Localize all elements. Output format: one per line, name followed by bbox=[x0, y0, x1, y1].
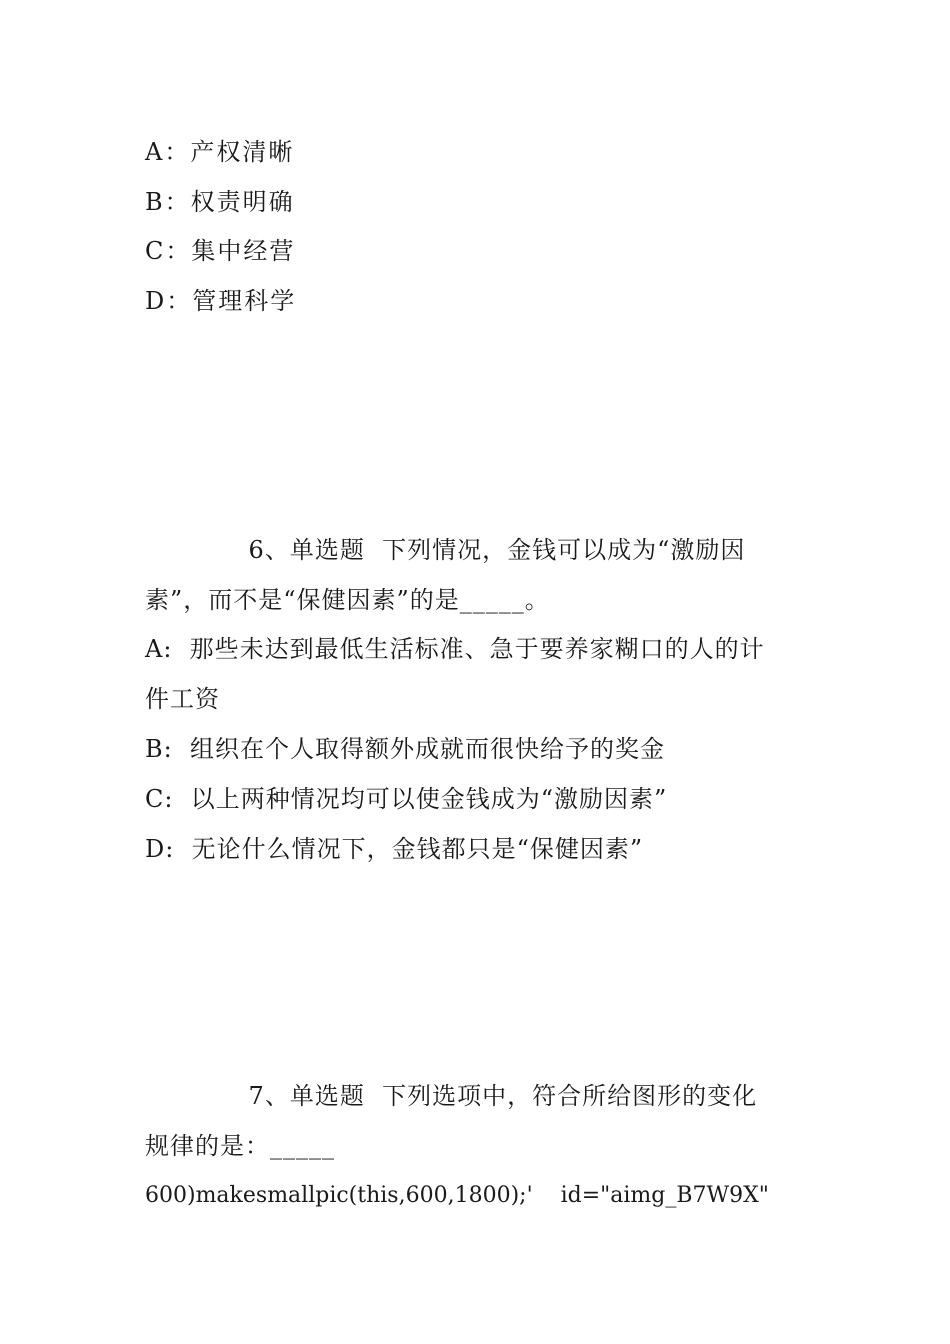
question-6-option-d: D: 无论什么情况下，金钱都只是“保健因素” bbox=[145, 835, 644, 863]
question-6-option-a-line2: 件工资 bbox=[145, 685, 220, 713]
question-7-code-residue: 600)makesmallpic(this,600,1800);' id="aimg_B7W9X" bbox=[145, 1183, 769, 1208]
prev-option-b: B：权责明确 bbox=[145, 188, 295, 216]
question-6-option-c: C: 以上两种情况均可以使金钱成为“激励因素” bbox=[145, 785, 668, 813]
prev-option-c: C：集中经营 bbox=[145, 237, 296, 265]
question-6-stem-line2: 素”，而不是“保健因素”的是_____。 bbox=[145, 586, 550, 614]
question-7-stem-line1: 7、单选题 下列选项中，符合所给图形的变化 bbox=[145, 1082, 758, 1110]
question-6-option-a-line1: A: 那些未达到最低生活标准、急于要养家糊口的人的计 bbox=[145, 635, 765, 663]
prev-option-d: D：管理科学 bbox=[145, 287, 297, 315]
question-7-stem-line2: 规律的是：_____ bbox=[145, 1132, 335, 1160]
prev-option-a: A：产权清晰 bbox=[145, 138, 295, 166]
question-6-option-b: B: 组织在个人取得额外成就而很快给予的奖金 bbox=[145, 735, 665, 763]
question-6-stem-line1: 6、单选题 下列情况，金钱可以成为“激励因 bbox=[145, 536, 746, 564]
